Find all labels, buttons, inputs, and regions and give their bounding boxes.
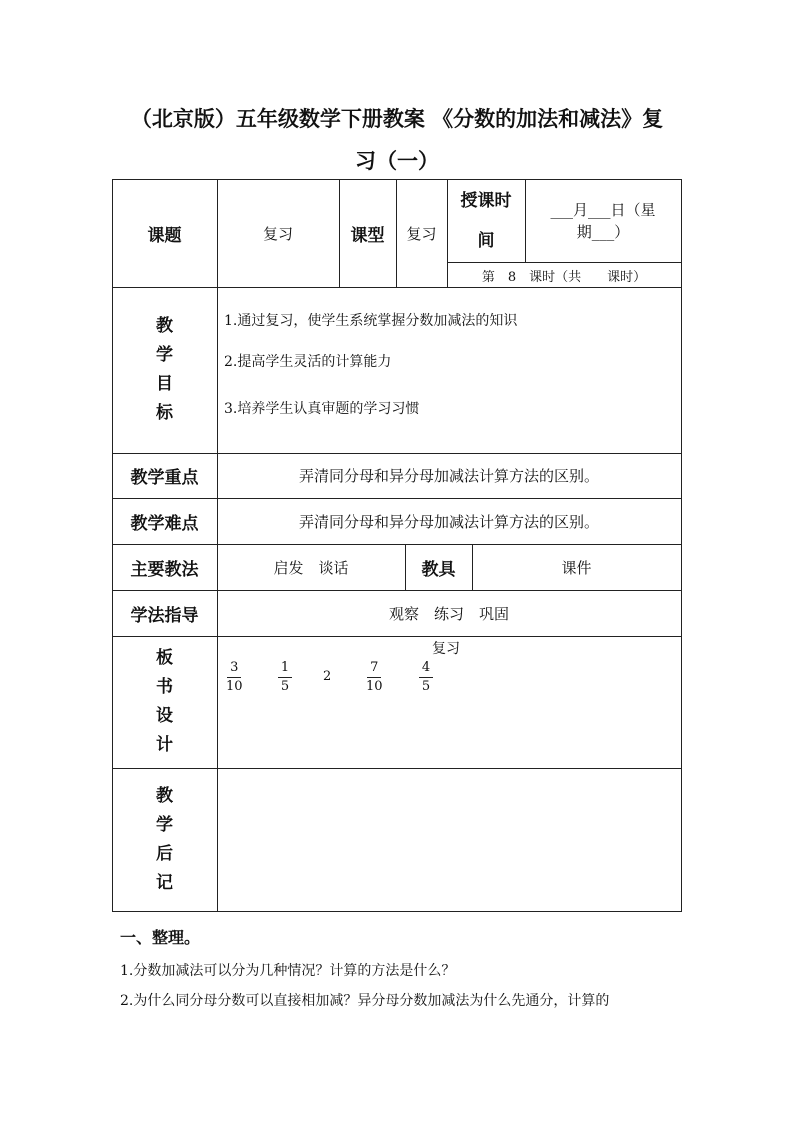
- fraction-bar: [227, 677, 241, 678]
- time-label-line-1: 授课时: [460, 191, 512, 211]
- objectives-label-char: 教: [156, 316, 173, 336]
- fraction: [366, 660, 383, 695]
- reflection-label-char: 教: [156, 786, 173, 806]
- type-label: 课型: [350, 225, 385, 246]
- title-line-2: 习（一）: [355, 149, 439, 173]
- type-value: 复习: [406, 224, 437, 243]
- reflection-label-char: 后: [156, 844, 173, 864]
- board-label-char: 设: [156, 706, 173, 726]
- fraction: [226, 660, 243, 695]
- objectives-label-char: 学: [156, 345, 173, 365]
- topic-value: 复习: [262, 224, 293, 243]
- objective-item-3: 3.培养学生认真审题的学习习惯: [224, 401, 420, 417]
- study-label: 学法指导: [130, 605, 199, 626]
- fraction-bar: [367, 677, 381, 678]
- reflection-label: [112, 768, 217, 912]
- board-label: [112, 636, 217, 768]
- fraction-bar: [419, 677, 433, 678]
- fraction-denominator: 5: [421, 679, 431, 694]
- whole-number: 2: [323, 669, 332, 684]
- title-line-1: （北京版）五年级数学下册教案 《分数的加法和减法》复: [130, 107, 664, 131]
- date-line-2: 期___）: [576, 223, 630, 241]
- key-point-value: 弄清同分母和异分母加减法计算方法的区别。: [298, 467, 599, 485]
- fraction: [278, 660, 292, 695]
- section-heading: 一、整理。: [120, 928, 201, 947]
- time-label: [447, 179, 525, 263]
- methods-value: 启发 谈话: [273, 558, 349, 577]
- objectives-label: [112, 287, 217, 453]
- fraction-numerator: 7: [370, 660, 379, 675]
- objectives-label-char: 标: [156, 403, 173, 423]
- fraction-denominator: 5: [280, 679, 290, 694]
- board-label-char: 板: [156, 648, 173, 668]
- board-heading: 复习: [432, 641, 460, 657]
- board-label-char: 书: [156, 677, 173, 697]
- objectives-label-char: 目: [156, 374, 173, 394]
- objective-item-2: 2.提高学生灵活的计算能力: [224, 354, 392, 370]
- fraction-denominator: 10: [366, 679, 383, 694]
- fraction-denominator: 10: [226, 679, 243, 694]
- fraction-bar: [278, 677, 292, 678]
- paragraph: 1.分数加减法可以分为几种情况？计算的方法是什么？: [120, 963, 456, 979]
- topic-label: 课题: [147, 225, 182, 246]
- time-label-line-2: 间: [477, 231, 495, 251]
- fraction-numerator: 4: [421, 660, 431, 675]
- difficulty-value: 弄清同分母和异分母加减法计算方法的区别。: [298, 512, 599, 531]
- reflection-label-char: 学: [156, 815, 173, 835]
- fraction-numerator: 1: [280, 660, 290, 675]
- date-line-1: ___月___日（星: [550, 201, 656, 219]
- study-value: 观察 练习 巩固: [388, 604, 509, 623]
- tools-label: 教具: [421, 559, 456, 580]
- difficulty-label: 教学难点: [130, 513, 199, 534]
- reflection-label-char: 记: [156, 873, 173, 893]
- paragraph: 2.为什么同分母分数可以直接相加减？异分母分数加减法为什么先通分，计算的: [120, 993, 610, 1009]
- key-point-label: 教学重点: [130, 468, 199, 488]
- reflection-content: [218, 769, 681, 911]
- objective-item-1: 1.通过复习，使学生系统掌握分数加减法的知识: [224, 313, 518, 329]
- period-field: 第 8 课时（共 课时）: [481, 269, 647, 285]
- methods-label: 主要教法: [130, 559, 199, 580]
- tools-value: 课件: [561, 558, 592, 577]
- board-label-char: 计: [156, 735, 173, 755]
- page-title: [112, 98, 682, 182]
- fraction-numerator: 3: [230, 660, 239, 675]
- date-field: [525, 179, 681, 263]
- fraction: [419, 660, 433, 695]
